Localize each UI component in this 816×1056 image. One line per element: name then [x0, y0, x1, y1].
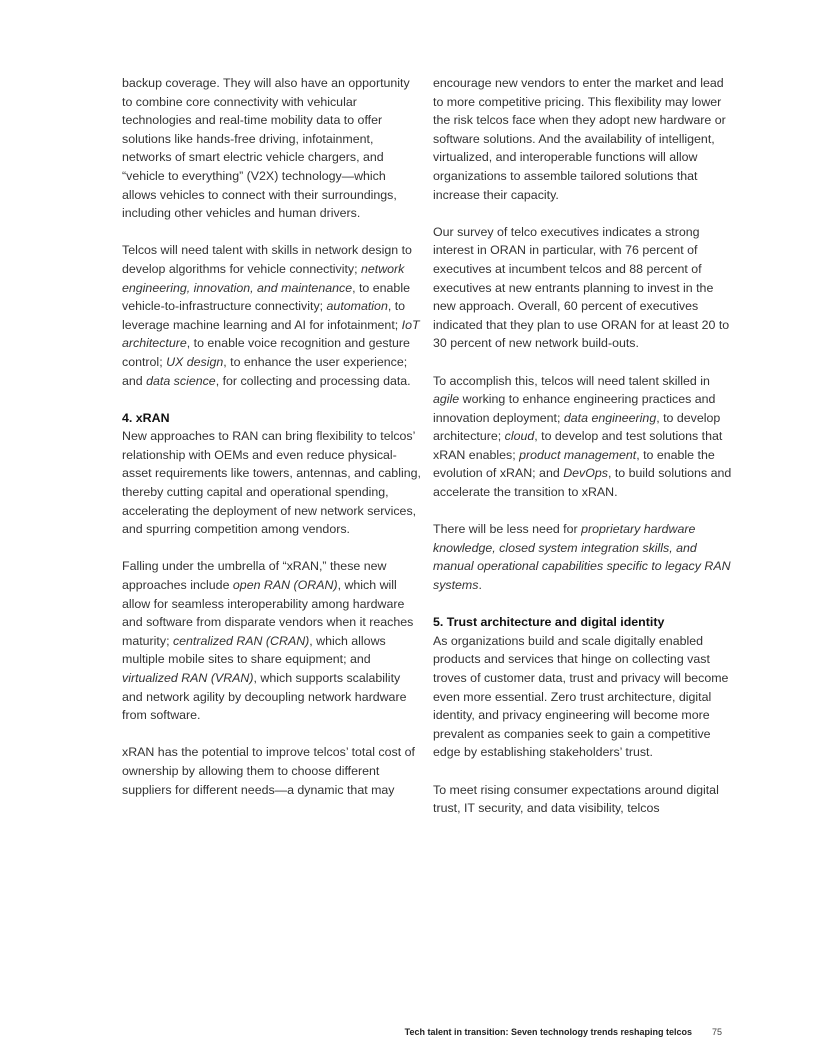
paragraph	[122, 74, 422, 223]
text-run: Telcos will need talent with skills in network design to develop algorithms for vehicle connectivity;	[122, 243, 412, 276]
text-run: working to enhance engineering practices and innovation deployment;	[433, 392, 716, 425]
paragraph	[433, 632, 733, 762]
text-run: Falling under the umbrella of “xRAN,” these new approaches include	[122, 559, 387, 593]
text-run: Our survey of telco executives indicates a strong interest in ORAN in particular, with 76 percent of executives at incumbent telcos and 88 percent of executives at new entrants planning to invest in the new approach. Overall, 60 percent of executives indicated that they plan to use ORAN for at least 20 to 30 percent of new network build-outs.	[433, 224, 730, 351]
text-run: , to enable vehicle-to-infrastructure connectivity;	[122, 280, 410, 314]
text-run: , to enhance the user experience; and	[122, 354, 408, 388]
emphasized-text: data science	[146, 373, 216, 388]
text-run: , which allows multiple mobile sites to share equipment; and	[122, 633, 386, 667]
emphasized-text: network engineering, innovation, and maintenance	[122, 261, 405, 295]
text-run: , to enable voice recognition and gesture control;	[122, 336, 410, 369]
paragraph	[122, 743, 422, 799]
emphasized-text: proprietary hardware knowledge, closed system integration skills, and manual operational capabilities specific to legacy RAN systems	[433, 522, 731, 593]
paragraph	[122, 241, 422, 390]
emphasized-text: cloud	[504, 429, 535, 444]
emphasized-text: automation	[326, 299, 388, 314]
text-run: backup coverage. They will also have an opportunity to combine core connectivity with vehicular technologies and real-time mobility data to offer solutions like hands-free driving, infotainment, networks of smart electric vehicle chargers, and “vehicle to everything” (V2X) technology—which allows vehicles to connect with their surroundings, including other vehicles and human drivers.	[122, 76, 410, 221]
emphasized-text: DevOps	[563, 466, 608, 481]
right-column	[433, 74, 733, 836]
text-run: .	[478, 578, 482, 593]
paragraph	[433, 372, 733, 502]
emphasized-text: virtualized RAN (VRAN)	[122, 671, 254, 685]
paragraph	[433, 781, 733, 818]
paragraph	[433, 223, 733, 353]
emphasized-text: centralized RAN (CRAN)	[172, 633, 310, 648]
paragraph	[122, 427, 422, 539]
text-run: , to leverage machine learning and AI for infotainment;	[122, 299, 406, 332]
text-run: , for collecting and processing data.	[215, 373, 411, 388]
text-run: xRAN has the potential to improve telcos’ total cost of ownership by allowing them to choose different suppliers for different needs—a dynamic that may	[122, 745, 415, 797]
left-column	[122, 74, 422, 818]
text-run: To meet rising consumer expectations around digital trust, IT security, and data visibility, telcos	[433, 782, 719, 816]
paragraph	[433, 520, 733, 594]
text-run: encourage new vendors to enter the market and lead to more competitive pricing. This flexibility may lower the risk telcos face when they adopt new hardware or software solutions. And the availability of intelligent, virtualized, and interoperable functions will allow organizations to assemble tailored solutions that increase their capacity.	[433, 76, 726, 202]
text-run: , which will allow for seamless interoperability among hardware and software from disparate vendors when it reaches maturity;	[122, 578, 414, 648]
text-run: There will be less need for	[433, 522, 582, 537]
text-run: To accomplish this, telcos will need talent skilled in	[433, 373, 710, 388]
text-run: As organizations build and scale digitally enabled products and services that hinge on collecting vast troves of customer data, trust and privacy will become even more essential. Zero trust architecture, digital identity, and privacy engineering will become more prevalent as companies seek to gain a competitive edge by establishing stakeholders’ trust.	[433, 633, 729, 760]
page-number: 75	[711, 1027, 722, 1037]
text-run: , to build solutions and accelerate the transition to xRAN.	[433, 466, 732, 500]
emphasized-text: agile	[433, 392, 460, 407]
paragraph	[433, 74, 733, 204]
text-run: , to enable the evolution of xRAN; and	[433, 447, 715, 481]
emphasized-text: data engineering	[563, 410, 657, 425]
emphasized-text: product management	[519, 447, 637, 462]
section-heading-xran: 4. xRAN	[122, 410, 170, 425]
text-run: , which supports scalability and network agility by decoupling network hardware from software.	[122, 671, 407, 723]
emphasized-text: UX design	[166, 354, 224, 369]
text-run: , to develop architecture;	[433, 410, 721, 444]
emphasized-text: IoT architecture	[122, 317, 420, 351]
emphasized-text: open RAN (ORAN)	[232, 578, 338, 593]
footer-title: Tech talent in transition: Seven technology trends reshaping telcos	[404, 1027, 692, 1037]
paragraph	[122, 557, 422, 724]
text-run: , to develop and test solutions that xRAN enables;	[433, 429, 723, 462]
section-heading-trust: 5. Trust architecture and digital identity	[433, 615, 665, 630]
text-run: New approaches to RAN can bring flexibility to telcos’ relationship with OEMs and even reduce physical-asset requirements like towers, antennas, and cabling, thereby cutting capital and operational spending, accelerating the deployment of new network services, and spurring competition among vendors.	[122, 429, 421, 537]
